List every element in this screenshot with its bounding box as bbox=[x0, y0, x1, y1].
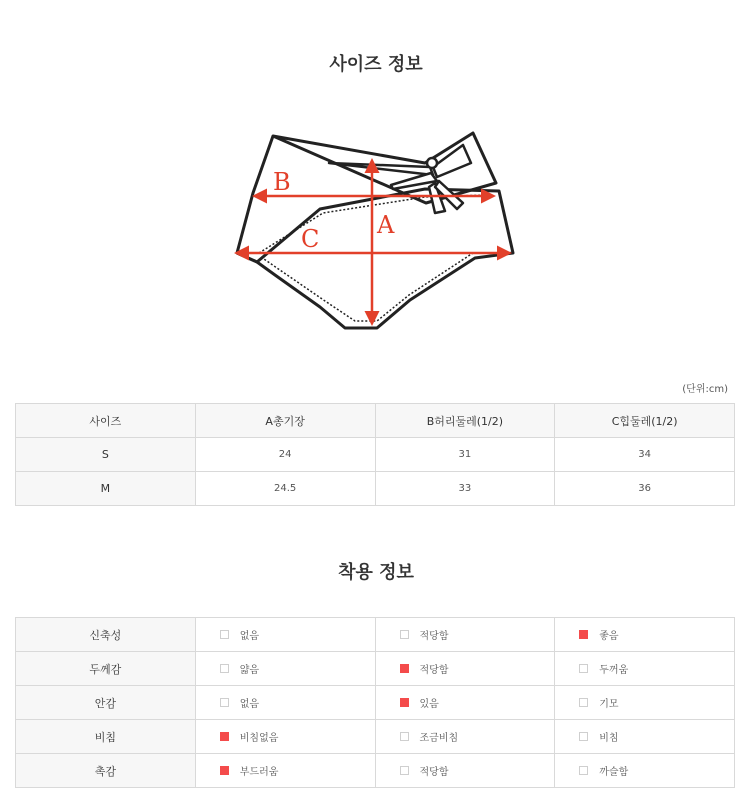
fit-table bbox=[15, 617, 735, 788]
unchecked-box-icon bbox=[579, 698, 588, 707]
fit-option-label: 적당함 bbox=[419, 631, 449, 642]
fit-option bbox=[375, 720, 555, 754]
table-row bbox=[16, 438, 735, 472]
unchecked-box-icon bbox=[400, 766, 409, 775]
fit-option-label: 조금비침 bbox=[419, 733, 459, 744]
fit-row-label: 안감 bbox=[16, 686, 196, 720]
column-header: 사이즈 bbox=[16, 404, 196, 438]
fit-option-label: 비침 bbox=[599, 733, 619, 744]
unchecked-box-icon bbox=[579, 732, 588, 741]
fit-row bbox=[16, 618, 735, 652]
fit-option-label: 기모 bbox=[599, 699, 619, 710]
fit-option-label: 없음 bbox=[239, 699, 260, 710]
unit-note: (단위:cm) bbox=[682, 384, 728, 395]
size-info-title: 사이즈 정보 bbox=[329, 54, 423, 75]
hip-cell: 34 bbox=[555, 438, 735, 472]
fit-info-title: 착용 정보 bbox=[338, 562, 414, 583]
checked-box-icon bbox=[400, 698, 409, 707]
table-row bbox=[16, 472, 735, 506]
fit-option bbox=[375, 652, 555, 686]
unchecked-box-icon bbox=[579, 766, 588, 775]
checked-box-icon bbox=[220, 732, 229, 741]
fit-row bbox=[16, 652, 735, 686]
size-cell: M bbox=[16, 472, 196, 506]
column-header: C힙둘레(1/2) bbox=[555, 404, 735, 438]
fit-row-label: 비침 bbox=[16, 720, 196, 754]
unchecked-box-icon bbox=[400, 732, 409, 741]
checked-box-icon bbox=[400, 664, 409, 673]
waist-cell: 33 bbox=[375, 472, 555, 506]
diagram-label-b: B bbox=[273, 168, 291, 196]
fit-option-label: 부드러움 bbox=[239, 767, 279, 778]
unchecked-box-icon bbox=[400, 630, 409, 639]
fit-row bbox=[16, 686, 735, 720]
fit-option-label: 좋음 bbox=[599, 631, 619, 642]
fit-option bbox=[555, 720, 735, 754]
length-cell: 24.5 bbox=[195, 472, 375, 506]
fit-option bbox=[555, 618, 735, 652]
size-table-header bbox=[16, 404, 735, 438]
unchecked-box-icon bbox=[579, 664, 588, 673]
diagram-label-a: A bbox=[377, 211, 395, 239]
unchecked-box-icon bbox=[220, 698, 229, 707]
fit-option bbox=[555, 754, 735, 788]
fit-option-label: 두꺼움 bbox=[599, 665, 629, 676]
size-table bbox=[15, 403, 735, 506]
fit-option-label: 없음 bbox=[239, 631, 260, 642]
fit-row-label: 신축성 bbox=[16, 618, 196, 652]
fit-option bbox=[195, 686, 375, 720]
fit-option-label: 까슬함 bbox=[599, 767, 629, 778]
unchecked-box-icon bbox=[220, 664, 229, 673]
fit-option bbox=[555, 686, 735, 720]
fit-option-label: 있음 bbox=[419, 699, 439, 710]
checked-box-icon bbox=[579, 630, 588, 639]
fit-option bbox=[195, 720, 375, 754]
fit-option-label: 비침없음 bbox=[239, 733, 279, 744]
fit-row bbox=[16, 720, 735, 754]
fit-row-label: 두께감 bbox=[16, 652, 196, 686]
size-cell: S bbox=[16, 438, 196, 472]
fit-option bbox=[555, 652, 735, 686]
waist-cell: 31 bbox=[375, 438, 555, 472]
hip-cell: 36 bbox=[555, 472, 735, 506]
fit-row-label: 촉감 bbox=[16, 754, 196, 788]
column-header: A총기장 bbox=[195, 404, 375, 438]
fit-row bbox=[16, 754, 735, 788]
unchecked-box-icon bbox=[220, 630, 229, 639]
column-header: B허리둘레(1/2) bbox=[375, 404, 555, 438]
fit-option bbox=[375, 618, 555, 652]
fit-option bbox=[375, 686, 555, 720]
fit-option bbox=[195, 652, 375, 686]
checked-box-icon bbox=[220, 766, 229, 775]
fit-option bbox=[195, 754, 375, 788]
diagram-label-c: C bbox=[301, 225, 320, 253]
fit-option bbox=[375, 754, 555, 788]
garment-size-diagram bbox=[225, 125, 525, 340]
fit-option-label: 얇음 bbox=[239, 665, 260, 676]
fit-option-label: 적당함 bbox=[419, 767, 449, 778]
fit-option-label: 적당함 bbox=[419, 665, 449, 676]
length-cell: 24 bbox=[195, 438, 375, 472]
fit-option bbox=[195, 618, 375, 652]
